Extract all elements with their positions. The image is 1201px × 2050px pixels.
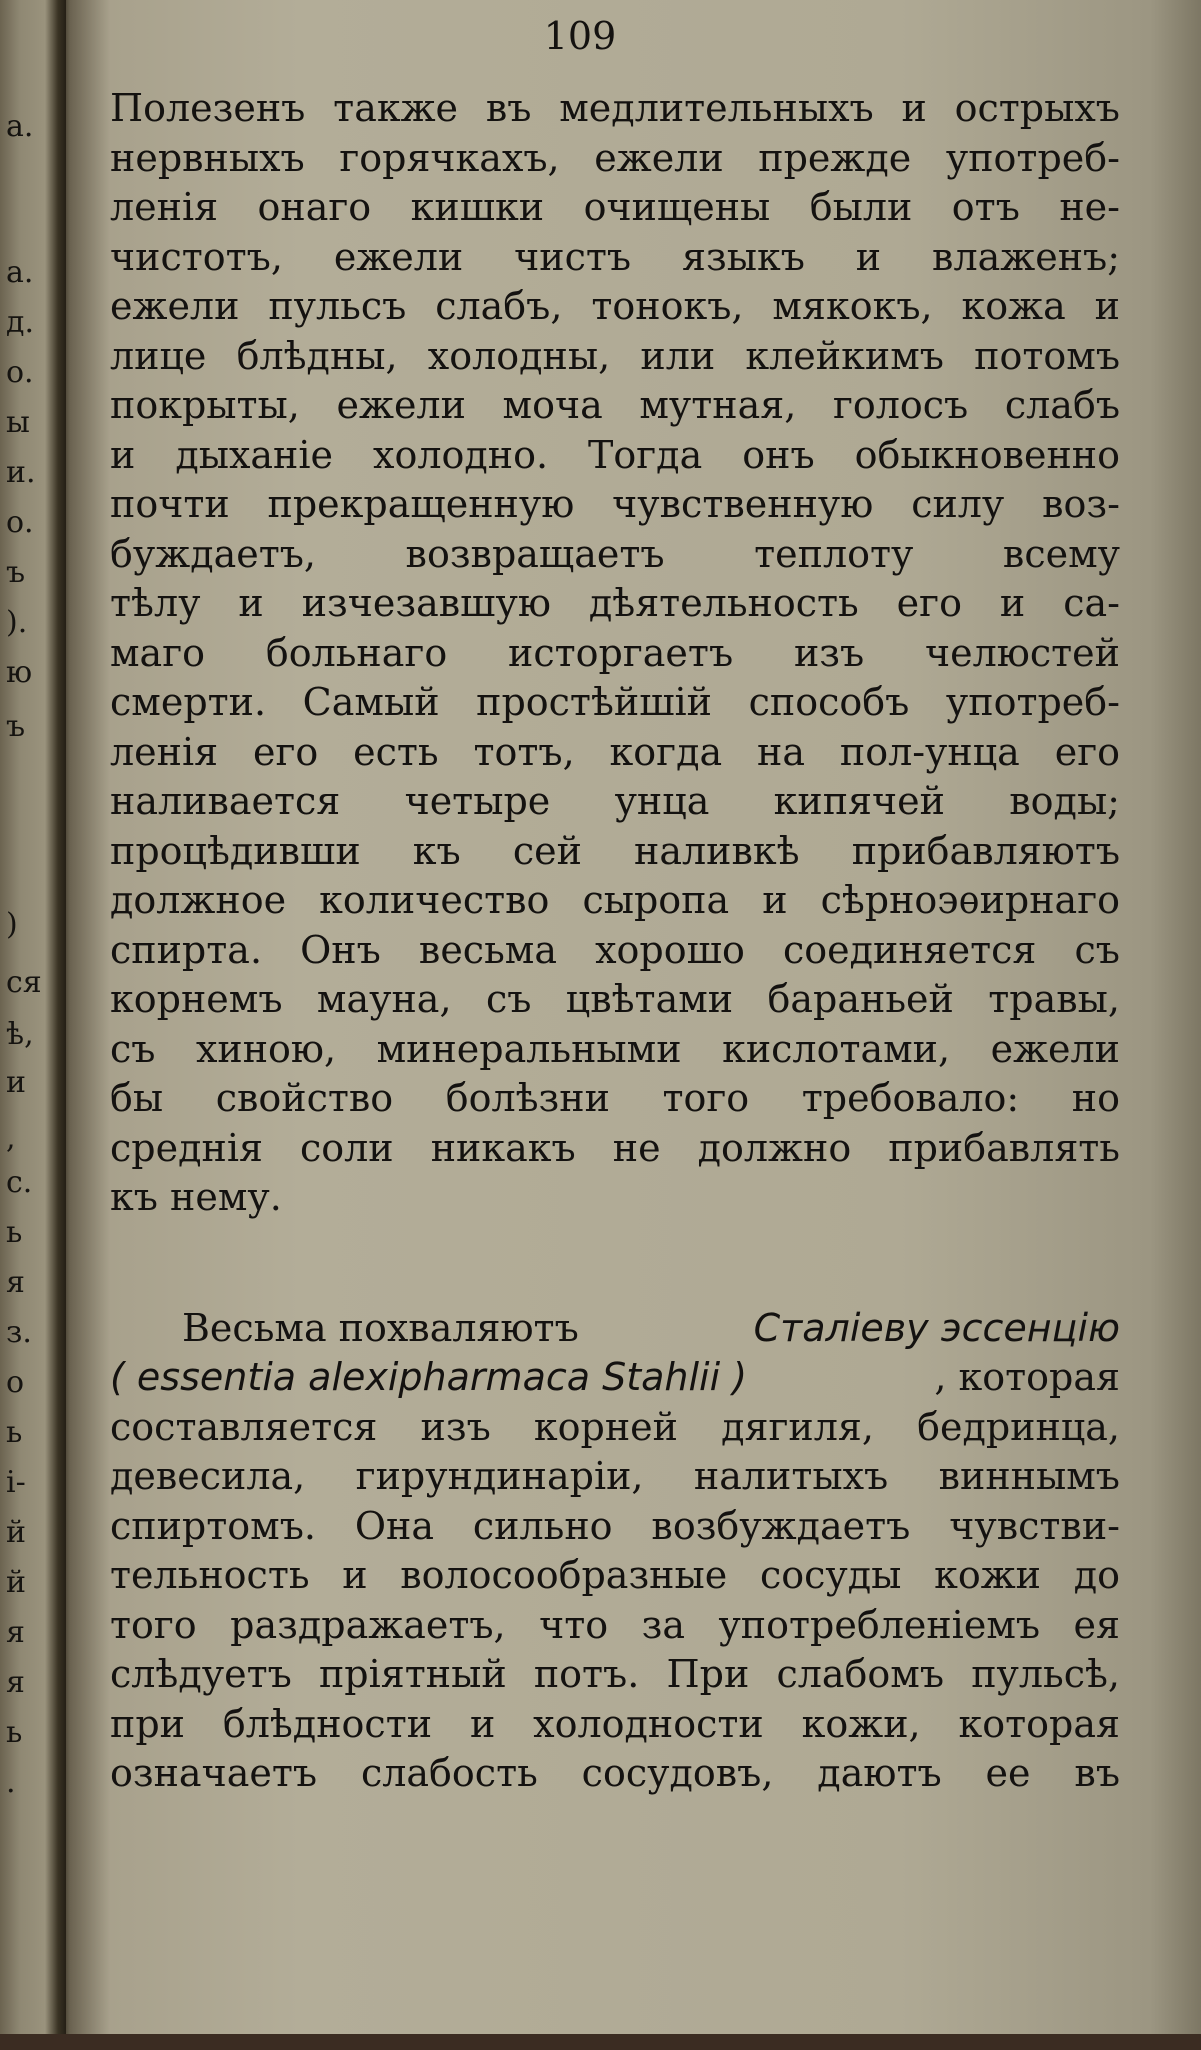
text-line: среднія соли никакъ не должно прибавлять <box>110 1125 1120 1170</box>
text-line: ежели пульсъ слабъ, тонокъ, мякокъ, кожа и <box>110 284 1120 328</box>
text-line: при блѣдности и холодности кожи, которая <box>110 1701 1120 1746</box>
margin-char: ь <box>6 1415 23 1450</box>
text-line-start <box>110 1304 579 1354</box>
margin-char: а. <box>6 109 34 144</box>
margin-char: и. <box>6 455 36 490</box>
text-line: девесила, гирундинаріи, налитыхъ виннымъ <box>110 1454 1120 1498</box>
page-body <box>110 84 1120 1799</box>
text-line: Полезенъ также въ медлительныхъ и острыхъ <box>110 86 1120 130</box>
text-line: почти прекращенную чувственную силу воз- <box>110 482 1120 526</box>
margin-char: ся <box>6 965 42 1000</box>
text-line: тельность и волосообразные сосуды кожи до <box>110 1553 1120 1597</box>
paragraph-2 <box>110 1304 1120 1799</box>
text-line: съ хиною, минеральными кислотами, ежели <box>110 1026 1120 1071</box>
margin-char: я <box>6 1665 25 1700</box>
margin-char: ) <box>6 907 18 942</box>
text-line: того раздражаетъ, что за употребленіемъ ея <box>110 1602 1120 1647</box>
text-line-end: , которая <box>934 1355 1120 1399</box>
text-line: должное количество сыропа и сѣрноэѳирнаго <box>110 878 1120 922</box>
facing-page-margin-text <box>0 0 60 2050</box>
margin-char: ы <box>6 405 30 440</box>
text-line: процѣдивши къ сей наливкѣ прибавляютъ <box>110 828 1120 873</box>
margin-char: ь <box>6 1715 23 1750</box>
text-line: слѣдуетъ пріятный потъ. При слабомъ пульсѣ, <box>110 1652 1120 1696</box>
text-line: маго больнаго исторгаетъ изъ челюстей <box>110 630 1120 675</box>
margin-char: с. <box>6 1165 33 1200</box>
margin-char: я <box>6 1615 25 1650</box>
margin-char: о. <box>6 355 34 390</box>
text-line: и дыханіе холодно. Тогда онъ обыкновенно <box>110 432 1120 477</box>
margin-char: и <box>6 1065 26 1100</box>
margin-char: я <box>6 1265 25 1300</box>
margin-char: о <box>6 1365 25 1400</box>
margin-char: ѣ, <box>6 1017 34 1052</box>
text-line <box>110 1304 1120 1354</box>
margin-char: , <box>6 1121 16 1156</box>
margin-char: і- <box>6 1465 26 1500</box>
margin-char: ъ <box>6 709 26 744</box>
margin-char: д. <box>6 305 35 340</box>
text-line: бы свойство болѣзни того требовало: но <box>110 1076 1120 1120</box>
margin-char: о. <box>6 505 34 540</box>
margin-char: . <box>6 1765 16 1800</box>
text-line: чистотъ, ежели чистъ языкъ и влаженъ; <box>110 234 1120 279</box>
text-line: спирта. Онъ весьма хорошо соединяется съ <box>110 927 1120 972</box>
text-line: нервныхъ горячкахъ, ежели прежде употреб- <box>110 135 1120 180</box>
paragraph-gap <box>110 1223 1120 1304</box>
margin-char: й <box>6 1515 26 1550</box>
margin-char: а. <box>6 255 34 290</box>
text-line: ленія его есть тотъ, когда на пол-унца его <box>110 729 1120 774</box>
margin-char: з. <box>6 1315 32 1350</box>
latin-italic-name: ( essentia alexipharmaca Stahlii ) <box>110 1355 748 1399</box>
text-line: ленія онаго кишки очищены были отъ не- <box>110 185 1120 229</box>
book-page <box>110 0 1130 2034</box>
page-number: 109 <box>543 14 617 58</box>
latin-italic-title: Сталіеву эссенцію <box>753 1305 1120 1350</box>
text-line: покрыты, ежели моча мутная, голосъ слабъ <box>110 383 1120 427</box>
text-line: лице блѣдны, холодны, или клейкимъ потомъ <box>110 333 1120 378</box>
text-line: наливается четыре унца кипячей воды; <box>110 779 1120 823</box>
margin-char: й <box>6 1565 26 1600</box>
text-line: корнемъ мауна, съ цвѣтами бараньей травы, <box>110 977 1120 1021</box>
margin-char: ю <box>6 655 33 690</box>
page-bottom-edge <box>0 2034 1201 2050</box>
paragraph-1 <box>110 84 1120 1223</box>
margin-char: ь <box>6 1215 23 1250</box>
margin-char: ). <box>6 605 28 640</box>
text-line: спиртомъ. Она сильно возбуждаетъ чувстви- <box>110 1503 1120 1548</box>
text-line: смерти. Самый простѣйшій способъ употреб- <box>110 680 1120 724</box>
text-line-start-words: Весьма похваляютъ <box>182 1305 579 1350</box>
text-line: буждаетъ, возвращаетъ теплоту всему <box>110 531 1120 576</box>
text-line <box>110 1353 1120 1403</box>
margin-char: ъ <box>6 555 26 590</box>
text-line: означаетъ слабость сосудовъ, даютъ ее въ <box>110 1751 1120 1795</box>
text-line: къ нему. <box>110 1175 282 1219</box>
text-line: тѣлу и изчезавшую дѣятельность его и са- <box>110 581 1120 625</box>
text-line: составляется изъ корней дягиля, бедринца, <box>110 1404 1120 1449</box>
